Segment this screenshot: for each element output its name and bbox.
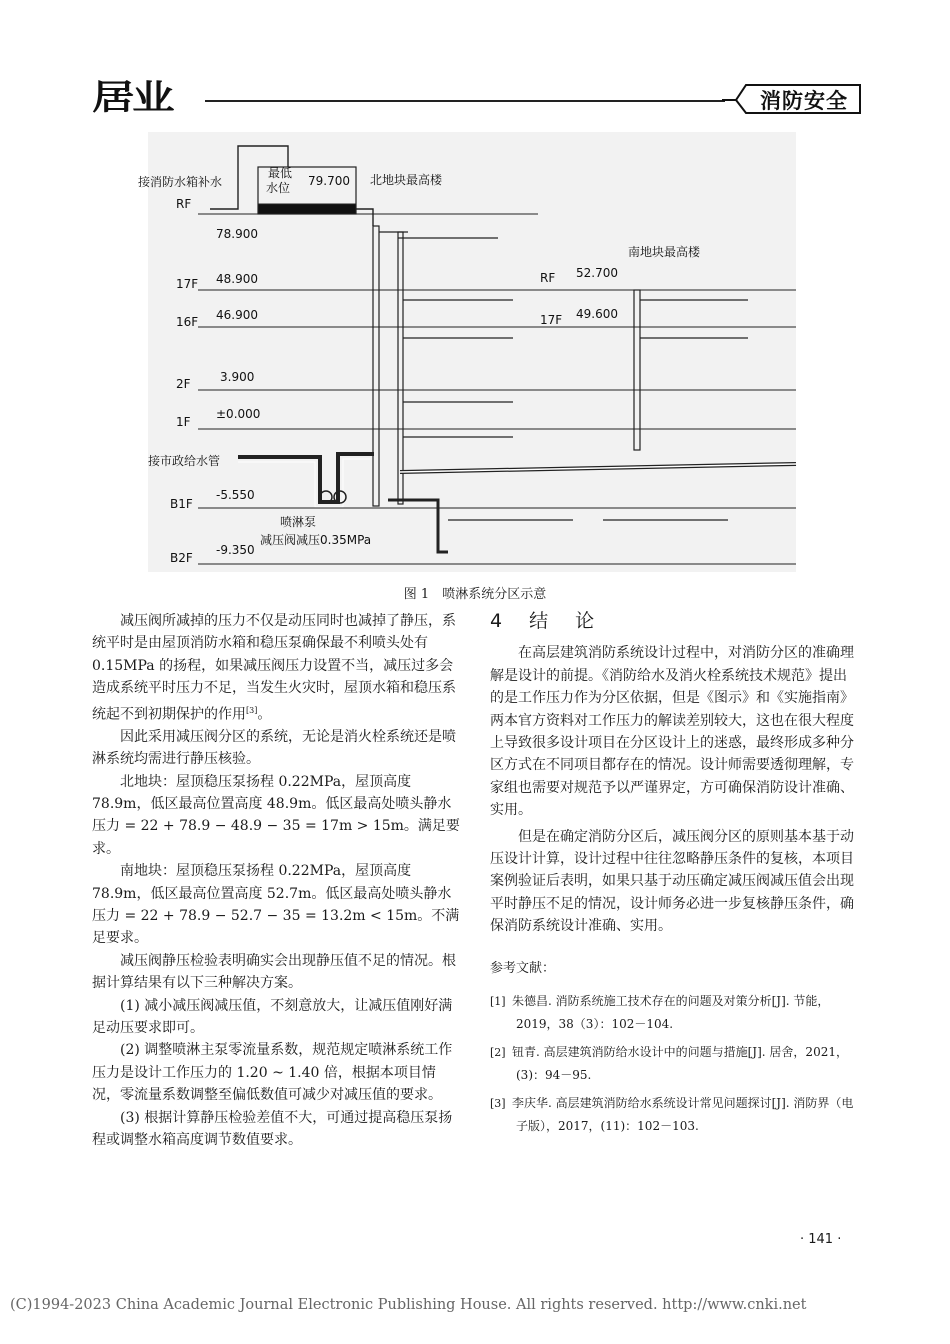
reference-item: [2] 钮青. 高层建筑消防给水设计中的问题与措施[J]. 居舍，2021，(3)：94－95. [490, 1045, 848, 1083]
journal-logo: 居业 [92, 78, 172, 118]
sprinkler-zoning-diagram [138, 132, 796, 572]
floor-label-south: 17F [540, 313, 563, 327]
paragraph: (1) 减小减压阀减压值，不刻意放大，让减压值刚好满足动压要求即可。 [92, 997, 453, 1036]
floor-elev: 46.900 [216, 308, 258, 322]
floor-elev: -9.350 [216, 543, 255, 557]
label-low-water-2: 水位 [266, 181, 291, 195]
floor-label: RF [176, 197, 192, 211]
floor-label: 16F [176, 315, 199, 329]
floor-elev: ±0.000 [216, 407, 261, 421]
label-pump: 喷淋泵 [280, 515, 317, 529]
column-title: 消防安全 [760, 89, 848, 113]
header-rule [205, 100, 725, 102]
label-north-tallest: 北地块最高楼 [370, 173, 443, 187]
floor-elev: -5.550 [216, 488, 255, 502]
reference-item: [3] 李庆华. 高层建筑消防给水系统设计常见问题探讨[J]. 消防界（电子版），2017，(11)：102－103. [490, 1096, 854, 1134]
citation: [3] [246, 705, 258, 715]
floor-label: 1F [176, 415, 191, 429]
floor-label: B1F [170, 497, 193, 511]
floor-elev-south: 52.700 [576, 266, 618, 280]
floor-label: B2F [170, 551, 193, 565]
page-number: · 141 · [800, 1232, 842, 1247]
paragraph: 南地块：屋顶稳压泵扬程 0.22MPa，屋顶高度 78.9m，低区最高位置高度 52.7m。低区最高处喷头静水压力 = 22 + 78.9 − 52.7 − 35 = 13.2m < 15m。不满足要求。 [92, 863, 460, 947]
label-municipal: 接市政给水管 [148, 454, 221, 468]
riser-north [373, 226, 379, 506]
floor-label-south: RF [540, 271, 556, 285]
copyright-footer: (C)1994-2023 China Academic Journal Electronic Publishing House. All rights reserved. http://www.cnki.net [10, 1297, 807, 1313]
floor-elev-south: 49.600 [576, 307, 618, 321]
paragraph: 因此采用减压阀分区的系统，无论是消火栓系统还是喷淋系统均需进行静压核验。 [92, 728, 456, 768]
paragraph: 但是在确定消防分区后，减压阀分区的原则基本基于动压设计计算，设计过程中往往忽略静压条件的复核，本项目案例验证后表明，如果只基于动压确定减压阀减压值会出现平时静压不足的情况，设计师务必进一步复核静压条件，确保消防系统设计准确、实用。 [490, 828, 854, 935]
label-low-water-level: 79.700 [308, 174, 350, 188]
label-low-water-1: 最低 [268, 166, 293, 180]
references-title: 参考文献： [490, 960, 556, 976]
paragraph: 减压阀所减掉的压力不仅是动压同时也减掉了静压，系统平时是由屋顶消防水箱和稳压泵确保最不利喷头处有 0.15MPa 的扬程，如果减压阀压力设置不当，减压过多会造成系统平时压力不足，当发生火灾时，屋顶水箱和稳压系统起不到初期保护的作用[3]。 [92, 613, 456, 723]
floor-elev: 48.900 [216, 272, 258, 286]
floor-label: 17F [176, 277, 199, 291]
paragraph: 在高层建筑消防系统设计过程中，对消防分区的准确理解是设计的前提。《消防给水及消火栓系统技术规范》提出的是工作压力作为分区依据，但是《图示》和《实施指南》两本官方资料对工作压力的解读差别较大，这也在很大程度上导致很多设计项目在分区设计上的迷惑，最终形成多种分区方式在不同项目都存在的情况。设计师需要透彻理解，专家组也需要对规范予以严谨界定，方可确保消防设计准确、实用。 [490, 645, 854, 819]
branch-pipes [398, 238, 748, 520]
paragraph: 北地块：屋顶稳压泵扬程 0.22MPa，屋顶高度 78.9m，低区最高位置高度 48.9m。低区最高处喷头静水压力 = 22 + 78.9 − 48.9 − 35 = 17m > 15m。满足要求。 [92, 773, 460, 857]
paragraph: (2) 调整喷淋主泵零流量系数，规范规定喷淋系统工作压力是设计工作压力的 1.20 ~ 1.40 倍，根据本项目情况，零流量系数调整至偏低数值可减少对减压值的要求。 [92, 1042, 453, 1104]
label-prv: 减压阀减压0.35MPa [260, 533, 372, 547]
floor-elev: 78.900 [216, 227, 258, 241]
paragraph: (3) 根据计算静压检验差值不大，可通过提高稳压泵扬程或调整水箱高度调节数值要求。 [92, 1109, 453, 1148]
section-title: 4 结 论 [490, 610, 599, 632]
floor-elev: 3.900 [220, 370, 255, 384]
right-column [490, 610, 860, 1143]
reference-item: [1] 朱德昌. 消防系统施工技术存在的问题及对策分析[J]. 节能，2019，38（3）：102－104. [490, 994, 830, 1032]
riser-low [398, 232, 403, 504]
paragraph: 减压阀静压检验表明确实会出现静压值不足的情况。根据计算结果有以下三种解决方案。 [92, 952, 456, 992]
label-south-tallest: 南地块最高楼 [628, 245, 701, 259]
left-column [92, 610, 461, 1151]
figure-caption: 图 1 喷淋系统分区示意 [403, 587, 547, 602]
floor-label: 2F [176, 377, 191, 391]
label-makeup-water: 接消防水箱补水 [138, 175, 223, 189]
riser-south [634, 290, 640, 450]
